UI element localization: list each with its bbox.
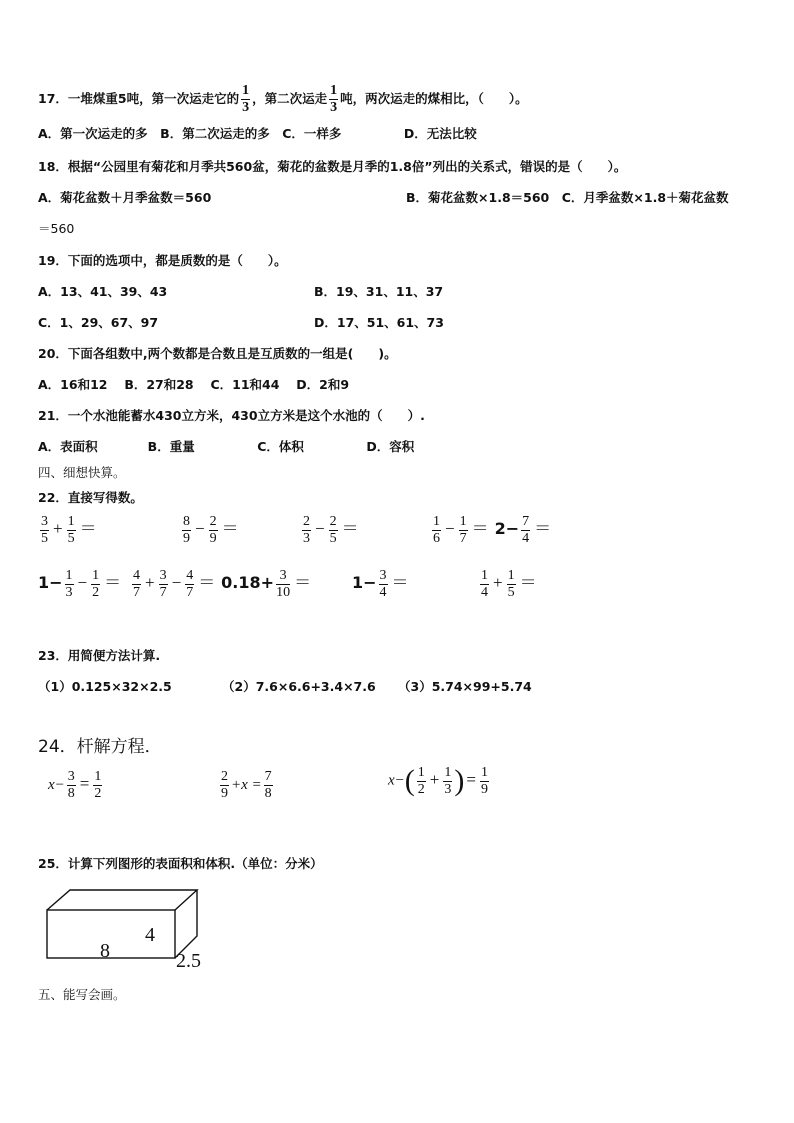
calc-expression: $\frac{1}{4}$ + $\frac{1}{5}$ ＝ <box>481 568 537 600</box>
q19-option-d: D．17、51、61、73 <box>314 315 444 330</box>
width-label: 2.5 <box>176 950 201 972</box>
q23-part3: （3）5.74×99+5.74 <box>398 679 532 694</box>
q23-part2: （2）7.6×6.6+3.4×7.6 <box>222 679 376 694</box>
calc-expression: $\frac{3}{5}$ + $\frac{1}{5}$ ＝ <box>41 514 97 546</box>
cuboid-front-face <box>47 910 175 958</box>
q19-option-a: A．13、41、39、43 <box>38 284 168 299</box>
section-heading: 五、能写会画。 <box>38 987 126 1002</box>
q23-stem: 23．用简便方法计算. <box>38 648 161 663</box>
q19-option-b: B．19、31、11、37 <box>314 284 444 299</box>
calc-expression: 1− $\frac{1}{3}$ − $\frac{1}{2}$ ＝ <box>38 568 122 600</box>
calc-expression: $\frac{4}{7}$ + $\frac{3}{7}$ − $\frac{4}{7}$ ＝ 0.18+ $\frac{3}{10}$ ＝ <box>133 568 312 600</box>
q25-stem: 25．计算下列图形的表面积和体积.（单位：分米） <box>38 856 323 871</box>
cuboid-top-face <box>47 890 197 910</box>
q21-stem: 21．一个水池能蓄水430立方米，430立方米是这个水池的（ ）. <box>38 408 425 423</box>
q24-stem: 24．杆解方程． <box>38 737 162 757</box>
section-heading: 四、细想快算。 <box>38 465 126 480</box>
q18-option-a: A．菊花盆数＋月季盆数＝560 <box>38 190 212 205</box>
q20-stem: 20．下面各组数中,两个数都是合数且是互质数的一组是( )。 <box>38 346 397 361</box>
q17-options: A．第一次运走的多 B．第二次运走的多 C．一样多 D．无法比较 <box>38 126 477 141</box>
length-label: 8 <box>100 940 110 962</box>
calc-expression: $\frac{2}{3}$ − $\frac{2}{5}$ ＝ <box>303 514 359 546</box>
q23-part1: （1）0.125×32×2.5 <box>38 679 172 694</box>
calc-expression: $\frac{1}{6}$ − $\frac{1}{7}$ ＝ 2− $\frac{7}{4}$ ＝ <box>433 514 552 546</box>
calc-expression: 1− $\frac{3}{4}$ ＝ <box>352 568 409 600</box>
q18-option-bc: B．菊花盆数×1.8＝560 C．月季盆数×1.8＋菊花盆数 <box>406 190 729 205</box>
q21-options: A．表面积 B．重量 C．体积 D．容积 <box>38 439 415 454</box>
q20-options: A．16和12 B．27和28 C．11和44 D．2和9 <box>38 377 350 392</box>
fraction: $\frac{1}{3}$ <box>242 83 250 115</box>
q19-option-c: C．1、29、67、97 <box>38 315 159 330</box>
calc-expression: $\frac{8}{9}$ − $\frac{2}{9}$ ＝ <box>183 514 239 546</box>
fraction: $\frac{1}{3}$ <box>330 83 338 115</box>
q18-continuation: ＝560 <box>38 221 75 236</box>
equation: $\frac{2}{9}$ +x = $\frac{7}{8}$ <box>221 769 272 801</box>
q19-stem: 19．下面的选项中，都是质数的是（ ）。 <box>38 253 287 268</box>
q22-stem: 22．直接写得数。 <box>38 490 143 505</box>
q18-stem: 18．根据“公园里有菊花和月季共560盆，菊花的盆数是月季的1.8倍”列出的关系式，错误的是（ ）。 <box>38 159 627 174</box>
q17-stem: 17．一堆煤重5吨，第一次运走它的 $\frac{1}{3}$ ，第二次运走 $\frac{1}{3}$ 吨，两次运走的煤相比，（ ）。 <box>38 83 528 115</box>
equation: x−( $\frac{1}{2}$ + $\frac{1}{3}$ ) = $\frac{1}{9}$ <box>388 764 488 797</box>
equation: x− $\frac{3}{8}$ = $\frac{1}{2}$ <box>48 769 102 801</box>
height-label: 4 <box>145 924 155 946</box>
